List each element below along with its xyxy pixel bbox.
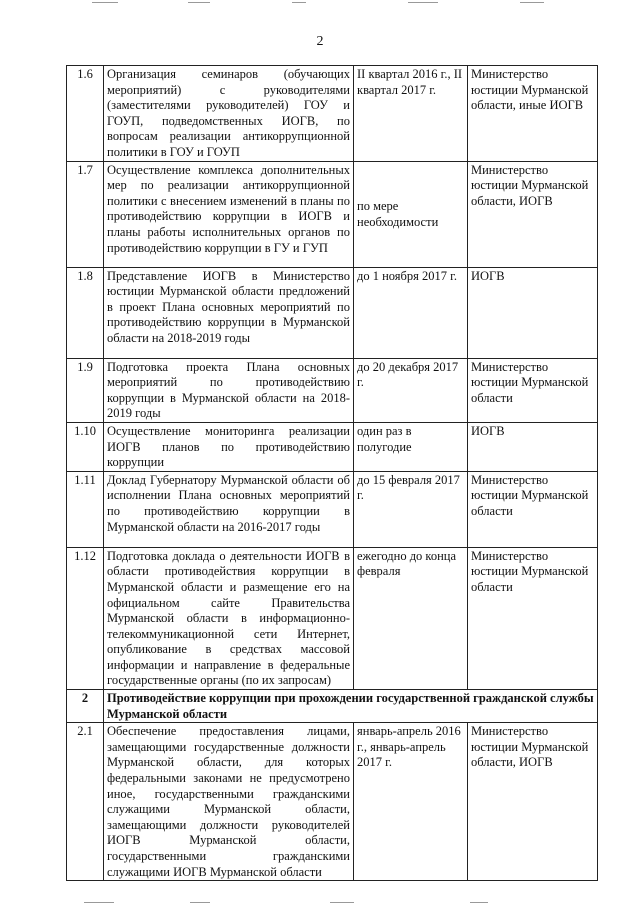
page-number: 2 xyxy=(316,34,324,49)
row-number: 1.6 xyxy=(67,66,104,162)
row-responsible: Министерство юстиции Мурманской области xyxy=(468,358,598,422)
table-row xyxy=(67,161,598,267)
row-number: 2.1 xyxy=(67,723,104,881)
row-term: до 15 февраля 2017 г. xyxy=(354,471,468,547)
measures-table xyxy=(66,65,598,881)
row-term: ежегодно до конца февраля xyxy=(354,547,468,689)
table-row xyxy=(67,267,598,358)
row-action: Обеспечение предоставления лицами, замещающими государственные должности Мурманской области, для которых федеральными законами не предусмотрено иное, государственными гражданскими служащими Мурманской области, замещающими должности руководителей ИОГВ Мурманской области, государственными гражданскими служащими ИОГВ Мурманской области xyxy=(104,723,354,881)
row-number: 1.10 xyxy=(67,422,104,471)
row-action: Представление ИОГВ в Министерство юстиции Мурманской области предложений в проект Плана основных мероприятий по противодействию коррупции в Мурманской области на 2018-2019 годы xyxy=(104,267,354,358)
row-term: II квартал 2016 г., II квартал 2017 г. xyxy=(354,66,468,162)
row-term: по мере необходимости xyxy=(354,161,468,267)
table-row xyxy=(67,422,598,471)
row-action: Организация семинаров (обучающих мероприятий) с руководителями (заместителями руководителей) ГОУ и ГОУП, подведомственных ИОГВ, по вопросам реализации антикоррупционной политики в ГОУ и ГОУП xyxy=(104,66,354,162)
table-row xyxy=(67,66,598,162)
section-number: 2 xyxy=(67,690,104,723)
row-action: Осуществление комплекса дополнительных мер по реализации антикоррупционной политики с внесением изменений в планы по противодействию коррупции в ИОГВ и планы работы исполнительных органов по противодействию коррупции в ГУ и ГУП xyxy=(104,161,354,267)
table-row xyxy=(67,358,598,422)
row-responsible: Министерство юстиции Мурманской области, ИОГВ xyxy=(468,723,598,881)
bottom-scan-marks xyxy=(0,899,640,905)
row-responsible: ИОГВ xyxy=(468,267,598,358)
row-action: Подготовка проекта Плана основных мероприятий по противодействию коррупции в Мурманской области на 2018-2019 годы xyxy=(104,358,354,422)
row-action: Осуществление мониторинга реализации ИОГВ планов по противодействию коррупции xyxy=(104,422,354,471)
row-responsible: Министерство юстиции Мурманской области, иные ИОГВ xyxy=(468,66,598,162)
row-number: 1.12 xyxy=(67,547,104,689)
row-action: Доклад Губернатору Мурманской области об исполнении Плана основных мероприятий по противодействию коррупции в Мурманской области на 2016-2017 годы xyxy=(104,471,354,547)
table-row xyxy=(67,723,598,881)
row-responsible: Министерство юстиции Мурманской области xyxy=(468,471,598,547)
row-responsible: ИОГВ xyxy=(468,422,598,471)
row-number: 1.7 xyxy=(67,161,104,267)
section-title: Противодействие коррупции при прохождении государственной гражданской службы Мурманской области xyxy=(104,690,598,723)
row-responsible: Министерство юстиции Мурманской области, ИОГВ xyxy=(468,161,598,267)
row-number: 1.9 xyxy=(67,358,104,422)
row-term: январь-апрель 2016 г., январь-апрель 2017 г. xyxy=(354,723,468,881)
row-term: до 20 декабря 2017 г. xyxy=(354,358,468,422)
section-row xyxy=(67,690,598,723)
row-responsible: Министерство юстиции Мурманской области xyxy=(468,547,598,689)
row-number: 1.8 xyxy=(67,267,104,358)
row-number: 1.11 xyxy=(67,471,104,547)
table-row xyxy=(67,547,598,689)
top-scan-marks xyxy=(0,0,640,6)
table-row xyxy=(67,471,598,547)
row-term: один раз в полугодие xyxy=(354,422,468,471)
row-term: до 1 ноября 2017 г. xyxy=(354,267,468,358)
row-action: Подготовка доклада о деятельности ИОГВ в области противодействия коррупции в Мурманской области и размещение его на официальном сайте Правительства Мурманской области в информационно-телекоммуникационной сети Интернет, опубликование в средствах массовой информации и направление в федеральные государственные органы (по их запросам) xyxy=(104,547,354,689)
